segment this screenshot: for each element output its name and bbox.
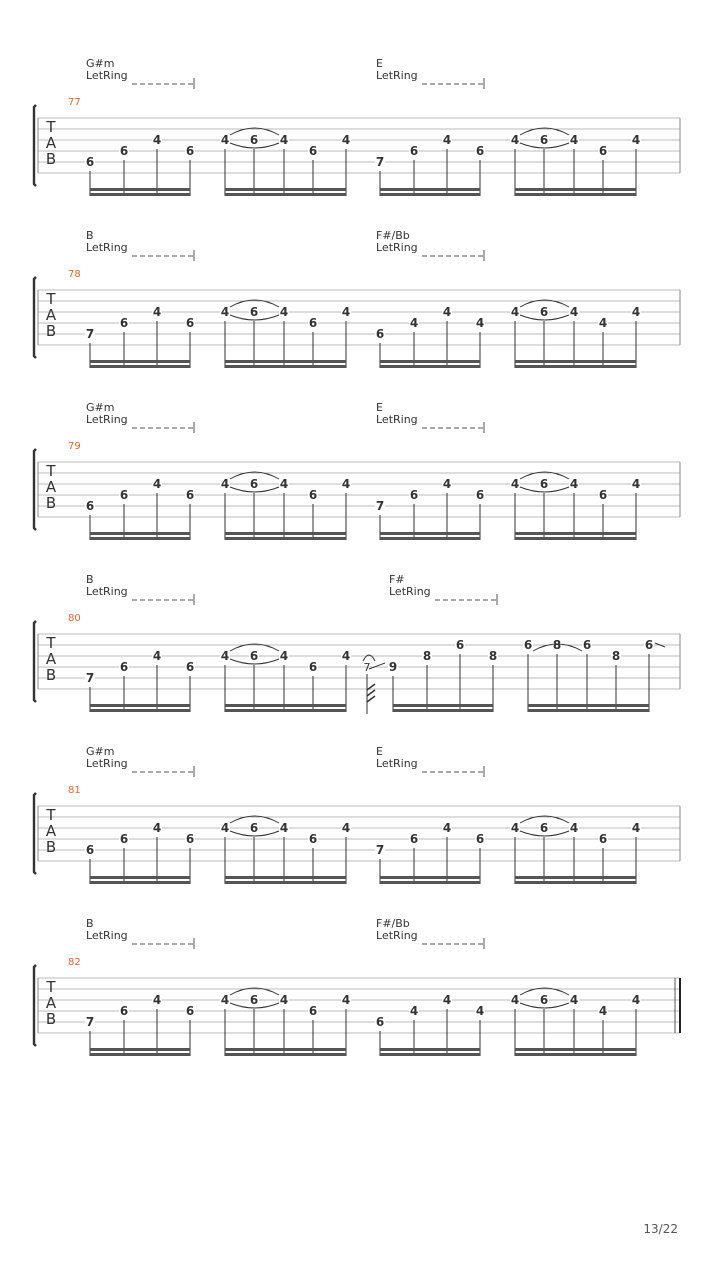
fret-number: 6 — [598, 488, 608, 502]
fret-number: 4 — [475, 316, 485, 330]
chord-name: E — [376, 57, 383, 70]
chord-name: F#/Bb — [376, 229, 410, 242]
fret-number: 4 — [220, 305, 230, 319]
let-ring-label: LetRing — [376, 69, 418, 82]
chord-name: F#/Bb — [376, 917, 410, 930]
let-ring-label: LetRing — [376, 757, 418, 770]
fret-number: 6 — [185, 488, 195, 502]
let-ring-label: LetRing — [86, 929, 128, 942]
fret-number: 6 — [598, 832, 608, 846]
beam — [528, 704, 649, 707]
beam — [380, 881, 480, 884]
beam — [515, 876, 636, 879]
fret-number: 4 — [631, 477, 641, 491]
let-ring-label: LetRing — [376, 413, 418, 426]
fret-number: 4 — [631, 133, 641, 147]
measure-number: 79 — [68, 441, 81, 452]
tab-system-79 — [34, 401, 680, 540]
beam — [380, 1053, 480, 1056]
fret-number: 6 — [598, 144, 608, 158]
fret-number: 6 — [308, 1004, 318, 1018]
fret-number: 4 — [341, 993, 351, 1007]
fret-number: 4 — [152, 133, 162, 147]
beam — [225, 532, 346, 535]
fret-number: 4 — [152, 305, 162, 319]
fret-number: 6 — [582, 638, 592, 652]
beam — [225, 365, 346, 368]
fret-number: 6 — [475, 488, 485, 502]
fret-number: 4 — [598, 316, 608, 330]
fret-number: 6 — [185, 660, 195, 674]
beam — [380, 532, 480, 535]
beam — [90, 881, 190, 884]
fret-number: 4 — [279, 821, 289, 835]
fret-number: 4 — [220, 649, 230, 663]
tab-system-78 — [34, 229, 680, 368]
let-ring-label: LetRing — [376, 929, 418, 942]
chord-name: G#m — [86, 401, 115, 414]
beam — [90, 876, 190, 879]
grace-note: 7 — [363, 661, 371, 674]
tab-clef-letter: T — [46, 290, 56, 308]
beam — [90, 532, 190, 535]
fret-number: 7 — [375, 499, 385, 513]
let-ring-label: LetRing — [86, 413, 128, 426]
beam — [380, 365, 480, 368]
fret-number: 4 — [475, 1004, 485, 1018]
beam — [515, 537, 636, 540]
chord-name: F# — [389, 573, 405, 586]
fret-number: 7 — [375, 843, 385, 857]
system-bracket — [34, 449, 36, 530]
fret-number: 7 — [85, 671, 95, 685]
fret-number: 7 — [85, 327, 95, 341]
tab-clef-letter: A — [45, 822, 57, 840]
beam — [515, 360, 636, 363]
fret-number: 4 — [442, 993, 452, 1007]
fret-number: 9 — [388, 660, 398, 674]
beam — [225, 876, 346, 879]
fret-number: 4 — [631, 821, 641, 835]
fret-number: 4 — [442, 821, 452, 835]
page-number: 13/22 — [643, 1222, 678, 1236]
fret-number: 6 — [185, 316, 195, 330]
system-bracket — [34, 793, 36, 874]
fret-number: 6 — [185, 1004, 195, 1018]
fret-number: 4 — [341, 305, 351, 319]
fret-number: 4 — [510, 477, 520, 491]
tab-system-80 — [34, 573, 680, 714]
fret-number: 4 — [279, 305, 289, 319]
fret-number: 6 — [85, 499, 95, 513]
fret-number: 6 — [85, 843, 95, 857]
beam — [515, 532, 636, 535]
beam — [528, 709, 649, 712]
fret-number: 8 — [488, 649, 498, 663]
fret-number: 4 — [569, 305, 579, 319]
fret-number: 6 — [539, 305, 549, 319]
fret-number: 6 — [249, 133, 259, 147]
beam — [225, 709, 346, 712]
beam — [380, 876, 480, 879]
beam — [90, 188, 190, 191]
beam — [380, 537, 480, 540]
fret-number: 6 — [523, 638, 533, 652]
beam — [225, 193, 346, 196]
beam — [515, 193, 636, 196]
grace-flag — [367, 690, 375, 696]
grace-flag — [367, 696, 375, 702]
measure-number: 80 — [68, 613, 81, 624]
chord-name: E — [376, 745, 383, 758]
beam — [90, 1053, 190, 1056]
fret-number: 4 — [152, 821, 162, 835]
let-ring-label: LetRing — [86, 241, 128, 254]
beam — [90, 704, 190, 707]
fret-number: 4 — [220, 133, 230, 147]
let-ring-label: LetRing — [86, 757, 128, 770]
tab-clef-letter: T — [46, 634, 56, 652]
fret-number: 6 — [119, 316, 129, 330]
fret-number: 7 — [85, 1015, 95, 1029]
tab-clef-letter: A — [45, 478, 57, 496]
let-ring-label: LetRing — [86, 69, 128, 82]
fret-number: 4 — [569, 821, 579, 835]
beam — [90, 1048, 190, 1051]
measure-number: 78 — [68, 269, 81, 280]
beam — [225, 537, 346, 540]
beam — [515, 365, 636, 368]
fret-number: 6 — [375, 1015, 385, 1029]
fret-number: 6 — [409, 144, 419, 158]
fret-number: 4 — [510, 305, 520, 319]
fret-number: 6 — [249, 305, 259, 319]
beam — [225, 1048, 346, 1051]
fret-number: 6 — [375, 327, 385, 341]
fret-number: 6 — [185, 144, 195, 158]
fret-number: 4 — [409, 1004, 419, 1018]
system-bracket — [34, 965, 36, 1046]
chord-name: G#m — [86, 745, 115, 758]
fret-number: 4 — [510, 993, 520, 1007]
tab-clef-letter: B — [45, 1010, 57, 1028]
beam — [225, 188, 346, 191]
tab-clef-letter: B — [45, 150, 57, 168]
fret-number: 6 — [409, 832, 419, 846]
beam — [380, 360, 480, 363]
beam — [380, 1048, 480, 1051]
fret-number: 7 — [375, 155, 385, 169]
beam — [90, 193, 190, 196]
fret-number: 4 — [442, 133, 452, 147]
fret-number: 8 — [611, 649, 621, 663]
beam — [90, 365, 190, 368]
fret-number: 4 — [442, 305, 452, 319]
tab-clef-letter: A — [45, 134, 57, 152]
chord-name: E — [376, 401, 383, 414]
chord-name: B — [86, 229, 94, 242]
fret-number: 4 — [220, 477, 230, 491]
fret-number: 4 — [341, 821, 351, 835]
fret-number: 8 — [552, 638, 562, 652]
tab-clef-letter: A — [45, 306, 57, 324]
tab-system-77 — [34, 57, 680, 196]
fret-number: 6 — [539, 477, 549, 491]
fret-number: 6 — [475, 832, 485, 846]
chord-name: B — [86, 573, 94, 586]
fret-number: 4 — [341, 477, 351, 491]
fret-number: 4 — [152, 477, 162, 491]
fret-number: 4 — [569, 477, 579, 491]
measure-number: 77 — [68, 97, 81, 108]
beam — [515, 188, 636, 191]
tab-clef-letter: T — [46, 978, 56, 996]
tab-clef-letter: T — [46, 462, 56, 480]
tab-clef-letter: T — [46, 806, 56, 824]
beam — [393, 704, 493, 707]
beam — [380, 193, 480, 196]
beam — [380, 188, 480, 191]
tab-clef-letter: T — [46, 118, 56, 136]
fret-number: 4 — [569, 993, 579, 1007]
fret-number: 6 — [308, 144, 318, 158]
fret-number: 6 — [85, 155, 95, 169]
measure-number: 81 — [68, 785, 81, 796]
let-ring-label: LetRing — [389, 585, 431, 598]
fret-number: 4 — [279, 133, 289, 147]
fret-number: 4 — [220, 993, 230, 1007]
fret-number: 4 — [510, 821, 520, 835]
beam — [90, 360, 190, 363]
fret-number: 6 — [308, 316, 318, 330]
tab-clef-letter: A — [45, 650, 57, 668]
beam — [225, 360, 346, 363]
tab-clef-letter: B — [45, 494, 57, 512]
fret-number: 4 — [341, 133, 351, 147]
fret-number: 4 — [341, 649, 351, 663]
tab-clef-letter: B — [45, 322, 57, 340]
fret-number: 6 — [249, 649, 259, 663]
fret-number: 6 — [475, 144, 485, 158]
beam — [393, 709, 493, 712]
beam — [90, 537, 190, 540]
tab-system-81 — [34, 745, 680, 884]
fret-number: 4 — [442, 477, 452, 491]
fret-number: 6 — [409, 488, 419, 502]
fret-number: 6 — [119, 660, 129, 674]
fret-number: 4 — [220, 821, 230, 835]
let-ring-label: LetRing — [86, 585, 128, 598]
fret-number: 6 — [308, 832, 318, 846]
fret-number: 6 — [249, 477, 259, 491]
slide-line — [369, 663, 385, 669]
fret-number: 6 — [249, 821, 259, 835]
fret-number: 6 — [119, 144, 129, 158]
fret-number: 6 — [308, 488, 318, 502]
fret-number: 6 — [539, 821, 549, 835]
beam — [515, 881, 636, 884]
fret-number: 4 — [279, 649, 289, 663]
fret-number: 6 — [539, 133, 549, 147]
tab-clef-letter: B — [45, 838, 57, 856]
fret-number: 6 — [119, 832, 129, 846]
system-bracket — [34, 277, 36, 358]
fret-number: 4 — [152, 993, 162, 1007]
tab-clef-letter: A — [45, 994, 57, 1012]
fret-number: 4 — [152, 649, 162, 663]
system-bracket — [34, 621, 36, 702]
chord-name: G#m — [86, 57, 115, 70]
fret-number: 4 — [279, 477, 289, 491]
fret-number: 4 — [279, 993, 289, 1007]
beam — [515, 1053, 636, 1056]
fret-number: 6 — [185, 832, 195, 846]
fret-number: 4 — [631, 305, 641, 319]
fret-number: 4 — [510, 133, 520, 147]
beam — [90, 709, 190, 712]
chord-name: B — [86, 917, 94, 930]
system-bracket — [34, 105, 36, 186]
fret-number: 6 — [539, 993, 549, 1007]
tab-clef-letter: B — [45, 666, 57, 684]
fret-number: 6 — [249, 993, 259, 1007]
fret-number: 4 — [631, 993, 641, 1007]
measure-number: 82 — [68, 957, 81, 968]
fret-number: 8 — [422, 649, 432, 663]
tab-system-82 — [34, 917, 680, 1056]
beam — [225, 1053, 346, 1056]
let-ring-label: LetRing — [376, 241, 418, 254]
fret-number: 4 — [569, 133, 579, 147]
fret-number: 6 — [308, 660, 318, 674]
fret-number: 4 — [598, 1004, 608, 1018]
fret-number: 6 — [644, 638, 654, 652]
fret-number: 6 — [119, 1004, 129, 1018]
beam — [515, 1048, 636, 1051]
fret-number: 6 — [119, 488, 129, 502]
beam — [225, 881, 346, 884]
beam — [225, 704, 346, 707]
fret-number: 6 — [455, 638, 465, 652]
fret-number: 4 — [409, 316, 419, 330]
